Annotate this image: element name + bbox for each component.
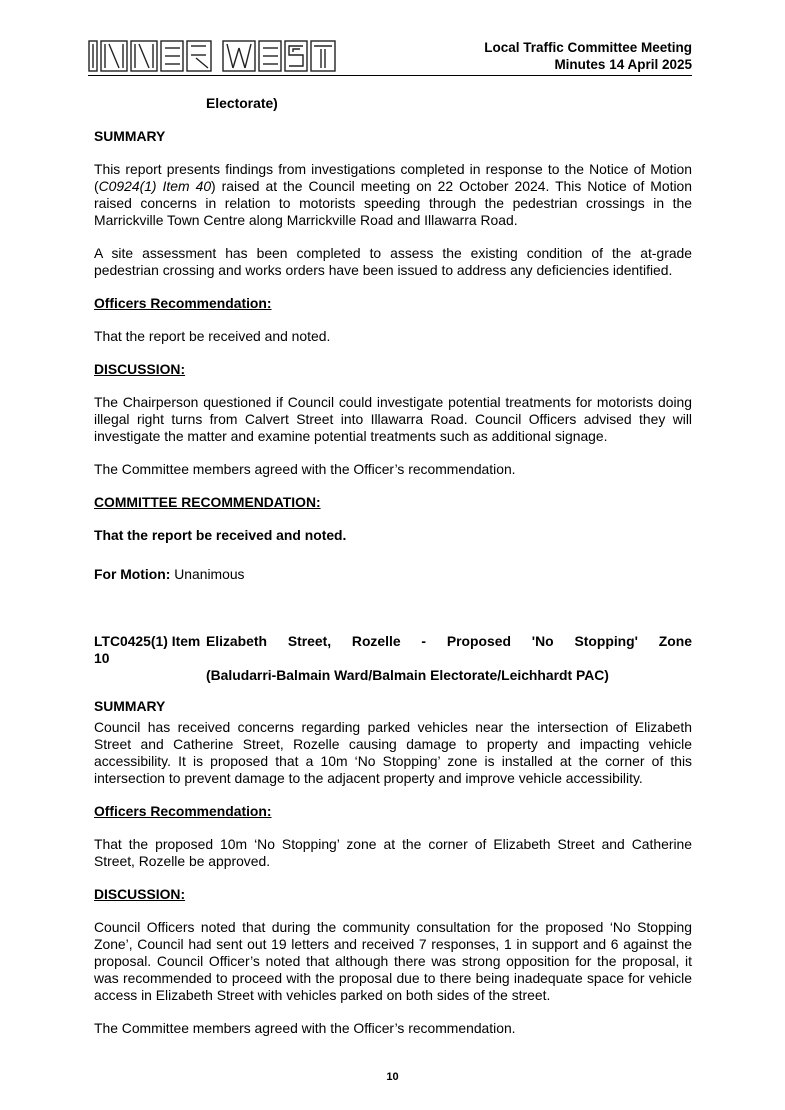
summary-heading-2: SUMMARY [94,698,166,714]
item-ward: (Baludarri-Balmain Ward/Balmain Electorate/Leichhardt PAC) [206,667,609,683]
committee-recommendation-text: That the report be received and noted. [94,527,347,543]
discussion-agreement: The Committee members agreed with the Officer’s recommendation. [94,461,516,477]
summary-text-start: This report presents findings from investigations completed in response to the Notice of Motion ( [94,161,692,194]
item-heading [94,633,692,667]
motion-value: Unanimous [170,566,245,582]
officers-recommendation-heading-2: Officers Recommendation: [94,803,272,819]
officers-recommendation-text-2: That the proposed 10m ‘No Stopping’ zone at the corner of Elizabeth Street and Catherine Street, Rozelle be approved. [94,836,692,869]
page-number: 10 [386,1071,399,1083]
discussion-paragraph: The Chairperson questioned if Council could investigate potential treatments for motorists doing illegal right turns from Calvert Street into Illawarra Road. Council Officers advised they will investigate the matter and examine potential treatments such as additional signage. [94,394,692,444]
inner-west-logo [88,38,338,74]
item-title: Elizabeth Street, Rozelle - Proposed 'No Stopping' Zone [206,633,692,649]
summary-paragraph-2: A site assessment has been completed to assess the existing condition of the at-grade pedestrian crossing and works orders have been issued to address any deficiencies identified. [94,245,692,278]
meeting-title: Local Traffic Committee Meeting [484,40,692,55]
discussion-heading-2: DISCUSSION: [94,886,186,902]
item-code: LTC0425(1) Item 10 [94,633,201,666]
discussion-agreement-2: The Committee members agreed with the Officer’s recommendation. [94,1020,516,1036]
motion-label: For Motion: [94,566,171,582]
minutes-body [94,95,692,1037]
summary-paragraph-item-10: Council has received concerns regarding parked vehicles near the intersection of Elizabeth Street and Catherine Street, Rozelle causing damage to property and impacting vehicle accessibility. It is proposed that a 10m ‘No Stopping’ zone is installed at the corner of this intersection to prevent damage to the adjacent property and improve vehicle accessibility. [94,719,692,786]
summary-text-end: ) raised at the Council meeting on 22 October 2024. This Notice of Motion raised concerns in relation to motorists speeding through the pedestrian crossings in the Marrickville Town Centre along Marrickville Road and Illawarra Road. [94,178,693,228]
motion-result [94,566,692,583]
discussion-heading: DISCUSSION: [94,361,186,377]
summary-heading: SUMMARY [94,128,166,144]
header-divider [88,75,692,76]
meeting-header [484,39,692,73]
meeting-date: Minutes 14 April 2025 [554,57,692,72]
committee-recommendation-heading: COMMITTEE RECOMMENDATION: [94,494,321,510]
summary-paragraph [94,161,692,229]
officers-recommendation-text: That the report be received and noted. [94,328,331,344]
motion-reference: C0924(1) Item 40 [98,178,212,194]
discussion-paragraph-2: Council Officers noted that during the community consultation for the proposed ‘No Stopping Zone’, Council had sent out 19 letters and received 7 responses, 1 in support and 6 against the proposal. Council Officer’s noted that although there was strong opposition for the proposal, it was recommended to proceed with the proposal due to there being inadequate space for vehicle access in Elizabeth Street with vehicles parked on both sides of the street. [94,919,692,1003]
electorate-tail: Electorate) [206,95,278,111]
officers-recommendation-heading: Officers Recommendation: [94,295,272,311]
